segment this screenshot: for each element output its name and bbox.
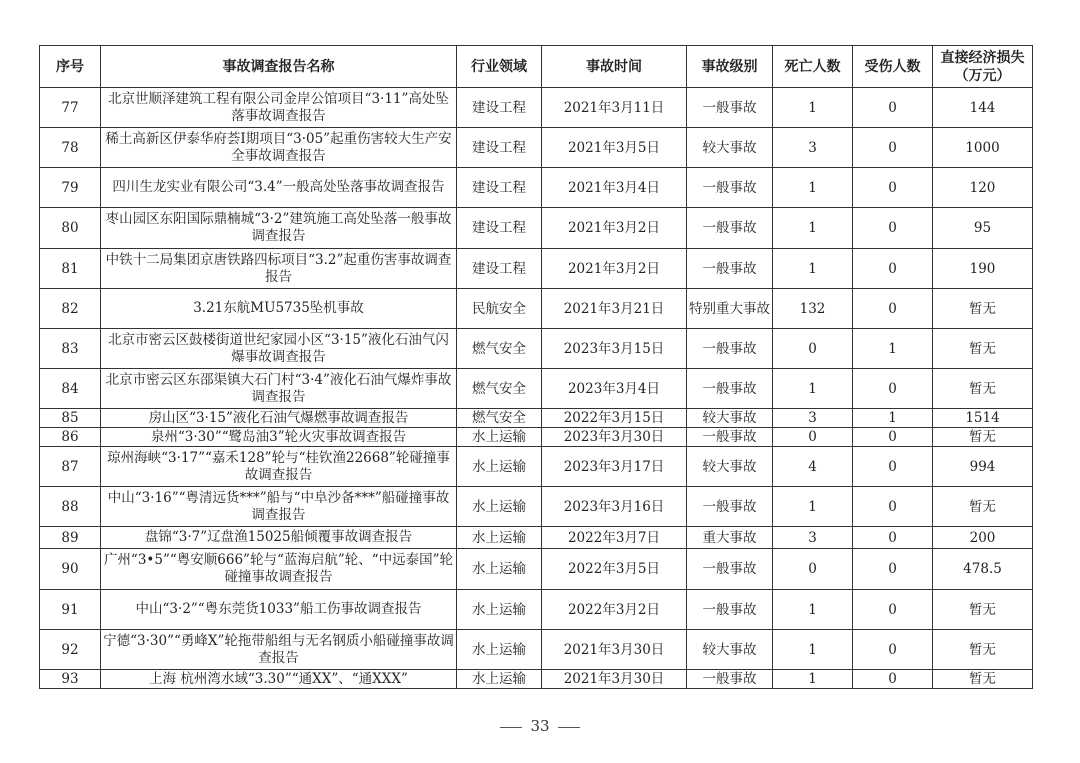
cell-serial-number: 77	[40, 88, 101, 128]
header-accident-level: 事故级别	[687, 46, 773, 88]
cell-deaths: 1	[773, 369, 853, 409]
cell-deaths: 1	[773, 208, 853, 249]
cell-accident-level: 一般事故	[687, 208, 773, 249]
cell-accident-level: 一般事故	[687, 549, 773, 590]
cell-economic-loss: 95	[933, 208, 1033, 249]
cell-accident-time: 2021年3月2日	[542, 249, 687, 289]
cell-accident-level: 一般事故	[687, 590, 773, 630]
cell-report-name: 中铁十二局集团京唐铁路四标项目“3.2”起重伤害事故调查报告	[101, 249, 457, 289]
cell-economic-loss: 暂无	[933, 590, 1033, 630]
cell-deaths: 1	[773, 88, 853, 128]
cell-industry-field: 水上运输	[457, 527, 542, 549]
cell-accident-time: 2021年3月30日	[542, 630, 687, 670]
table-row	[40, 487, 1033, 527]
cell-accident-level: 一般事故	[687, 487, 773, 527]
cell-injured: 0	[853, 527, 933, 549]
header-accident-time: 事故时间	[542, 46, 687, 88]
cell-accident-time: 2022年3月7日	[542, 527, 687, 549]
cell-report-name: 3.21东航MU5735坠机事故	[101, 289, 457, 329]
cell-accident-level: 一般事故	[687, 88, 773, 128]
cell-injured: 0	[853, 590, 933, 630]
cell-deaths: 4	[773, 447, 853, 487]
table-row	[40, 428, 1033, 447]
cell-economic-loss: 120	[933, 168, 1033, 208]
cell-report-name: 中山“3·2”“粤东莞货1033”船工伤事故调查报告	[101, 590, 457, 630]
header-deaths: 死亡人数	[773, 46, 853, 88]
cell-injured: 1	[853, 409, 933, 428]
cell-economic-loss: 1514	[933, 409, 1033, 428]
table-row	[40, 549, 1033, 590]
table-row	[40, 208, 1033, 249]
table-row	[40, 590, 1033, 630]
cell-report-name: 房山区“3·15”液化石油气爆燃事故调查报告	[101, 409, 457, 428]
cell-report-name: 盘锦“3·7”辽盘渔15025船倾覆事故调查报告	[101, 527, 457, 549]
cell-report-name: 广州“3•5”“粤安顺666”轮与“蓝海启航”轮、“中远泰国”轮碰撞事故调查报告	[101, 549, 457, 590]
table-row	[40, 289, 1033, 329]
cell-injured: 0	[853, 88, 933, 128]
cell-deaths: 3	[773, 527, 853, 549]
cell-accident-level: 重大事故	[687, 527, 773, 549]
cell-deaths: 0	[773, 549, 853, 590]
cell-economic-loss: 暂无	[933, 369, 1033, 409]
cell-economic-loss: 暂无	[933, 428, 1033, 447]
table-header-row	[40, 46, 1033, 88]
cell-serial-number: 81	[40, 249, 101, 289]
cell-serial-number: 84	[40, 369, 101, 409]
cell-accident-level: 一般事故	[687, 369, 773, 409]
cell-industry-field: 水上运输	[457, 590, 542, 630]
cell-injured: 0	[853, 249, 933, 289]
header-injured: 受伤人数	[853, 46, 933, 88]
cell-injured: 0	[853, 369, 933, 409]
accident-report-table	[39, 45, 1033, 689]
table-row	[40, 369, 1033, 409]
cell-industry-field: 建设工程	[457, 88, 542, 128]
cell-report-name: 泉州“3·30”“鹭岛油3”轮火灾事故调查报告	[101, 428, 457, 447]
cell-industry-field: 水上运输	[457, 428, 542, 447]
cell-economic-loss: 190	[933, 249, 1033, 289]
cell-deaths: 1	[773, 630, 853, 670]
cell-economic-loss: 暂无	[933, 630, 1033, 670]
cell-report-name: 上海 杭州湾水域“3.30”“通XX”、“通XXX”	[101, 670, 457, 689]
cell-serial-number: 93	[40, 670, 101, 689]
cell-accident-time: 2021年3月30日	[542, 670, 687, 689]
cell-serial-number: 87	[40, 447, 101, 487]
cell-serial-number: 86	[40, 428, 101, 447]
table-row	[40, 329, 1033, 369]
cell-accident-time: 2023年3月17日	[542, 447, 687, 487]
cell-report-name: 四川生龙实业有限公司“3.4”一般高处坠落事故调查报告	[101, 168, 457, 208]
cell-economic-loss: 144	[933, 88, 1033, 128]
cell-accident-time: 2023年3月15日	[542, 329, 687, 369]
cell-deaths: 1	[773, 590, 853, 630]
header-economic-loss: 直接经济损失（万元）	[933, 46, 1033, 88]
header-serial-number: 序号	[40, 46, 101, 88]
cell-accident-time: 2021年3月2日	[542, 208, 687, 249]
cell-industry-field: 水上运输	[457, 670, 542, 689]
cell-deaths: 0	[773, 329, 853, 369]
cell-industry-field: 水上运输	[457, 549, 542, 590]
cell-serial-number: 83	[40, 329, 101, 369]
cell-accident-time: 2022年3月15日	[542, 409, 687, 428]
cell-economic-loss: 暂无	[933, 329, 1033, 369]
cell-economic-loss: 暂无	[933, 289, 1033, 329]
table-row	[40, 670, 1033, 689]
cell-serial-number: 80	[40, 208, 101, 249]
cell-report-name: 北京市密云区东邵渠镇大石门村“3·4”液化石油气爆炸事故调查报告	[101, 369, 457, 409]
cell-injured: 0	[853, 168, 933, 208]
table-row	[40, 630, 1033, 670]
cell-injured: 0	[853, 447, 933, 487]
cell-industry-field: 民航安全	[457, 289, 542, 329]
cell-accident-time: 2022年3月2日	[542, 590, 687, 630]
cell-economic-loss: 暂无	[933, 487, 1033, 527]
cell-industry-field: 建设工程	[457, 249, 542, 289]
cell-serial-number: 79	[40, 168, 101, 208]
cell-serial-number: 89	[40, 527, 101, 549]
cell-injured: 0	[853, 670, 933, 689]
cell-industry-field: 燃气安全	[457, 369, 542, 409]
cell-industry-field: 燃气安全	[457, 329, 542, 369]
cell-deaths: 0	[773, 428, 853, 447]
cell-industry-field: 建设工程	[457, 168, 542, 208]
cell-accident-level: 一般事故	[687, 670, 773, 689]
cell-industry-field: 建设工程	[457, 128, 542, 168]
cell-accident-level: 较大事故	[687, 447, 773, 487]
cell-injured: 0	[853, 289, 933, 329]
cell-economic-loss: 1000	[933, 128, 1033, 168]
cell-economic-loss: 478.5	[933, 549, 1033, 590]
cell-economic-loss: 994	[933, 447, 1033, 487]
cell-accident-level: 较大事故	[687, 630, 773, 670]
cell-accident-level: 一般事故	[687, 168, 773, 208]
cell-serial-number: 88	[40, 487, 101, 527]
cell-accident-time: 2021年3月4日	[542, 168, 687, 208]
cell-deaths: 3	[773, 409, 853, 428]
cell-accident-time: 2023年3月4日	[542, 369, 687, 409]
cell-report-name: 北京世顺泽建筑工程有限公司金岸公馆项目“3·11”高处坠落事故调查报告	[101, 88, 457, 128]
cell-deaths: 1	[773, 249, 853, 289]
cell-accident-time: 2023年3月16日	[542, 487, 687, 527]
cell-report-name: 琼州海峡“3·17”“嘉禾128”轮与“桂钦渔22668”轮碰撞事故调查报告	[101, 447, 457, 487]
cell-industry-field: 燃气安全	[457, 409, 542, 428]
cell-deaths: 3	[773, 128, 853, 168]
table-row	[40, 447, 1033, 487]
cell-serial-number: 82	[40, 289, 101, 329]
cell-industry-field: 建设工程	[457, 208, 542, 249]
cell-injured: 0	[853, 128, 933, 168]
cell-accident-level: 一般事故	[687, 329, 773, 369]
cell-injured: 1	[853, 329, 933, 369]
table-row	[40, 527, 1033, 549]
cell-accident-level: 较大事故	[687, 128, 773, 168]
header-report-name: 事故调查报告名称	[101, 46, 457, 88]
footer-dash-right	[558, 727, 580, 728]
table-row	[40, 88, 1033, 128]
table-row	[40, 249, 1033, 289]
cell-injured: 0	[853, 208, 933, 249]
table-body	[40, 88, 1033, 689]
cell-accident-level: 较大事故	[687, 409, 773, 428]
cell-serial-number: 78	[40, 128, 101, 168]
cell-injured: 0	[853, 487, 933, 527]
table-row	[40, 168, 1033, 208]
cell-accident-level: 一般事故	[687, 428, 773, 447]
cell-industry-field: 水上运输	[457, 447, 542, 487]
cell-industry-field: 水上运输	[457, 487, 542, 527]
cell-serial-number: 91	[40, 590, 101, 630]
cell-deaths: 132	[773, 289, 853, 329]
cell-report-name: 宁德“3·30”“勇峰X”轮拖带船组与无名钢质小船碰撞事故调查报告	[101, 630, 457, 670]
cell-accident-time: 2021年3月11日	[542, 88, 687, 128]
cell-report-name: 中山“3·16”“粤清远货***”船与“中阜沙备***”船碰撞事故调查报告	[101, 487, 457, 527]
page-number: 33	[530, 717, 550, 735]
cell-injured: 0	[853, 428, 933, 447]
cell-accident-level: 一般事故	[687, 249, 773, 289]
cell-economic-loss: 暂无	[933, 670, 1033, 689]
cell-accident-time: 2023年3月30日	[542, 428, 687, 447]
cell-accident-level: 特别重大事故	[687, 289, 773, 329]
cell-accident-time: 2021年3月5日	[542, 128, 687, 168]
footer-dash-left	[500, 727, 522, 728]
cell-accident-time: 2021年3月21日	[542, 289, 687, 329]
header-industry-field: 行业领域	[457, 46, 542, 88]
table-row	[40, 128, 1033, 168]
cell-serial-number: 85	[40, 409, 101, 428]
cell-injured: 0	[853, 630, 933, 670]
cell-serial-number: 90	[40, 549, 101, 590]
cell-economic-loss: 200	[933, 527, 1033, 549]
cell-injured: 0	[853, 549, 933, 590]
page-footer	[0, 717, 1080, 735]
cell-report-name: 枣山园区东阳国际鼎楠城“3·2”建筑施工高处坠落一般事故调查报告	[101, 208, 457, 249]
cell-deaths: 1	[773, 670, 853, 689]
table-row	[40, 409, 1033, 428]
cell-industry-field: 水上运输	[457, 630, 542, 670]
cell-serial-number: 92	[40, 630, 101, 670]
cell-accident-time: 2022年3月5日	[542, 549, 687, 590]
cell-report-name: 北京市密云区鼓楼街道世纪家园小区“3·15”液化石油气闪爆事故调查报告	[101, 329, 457, 369]
cell-report-name: 稀土高新区伊泰华府荟Ⅰ期项目“3·05”起重伤害较大生产安全事故调查报告	[101, 128, 457, 168]
cell-deaths: 1	[773, 168, 853, 208]
cell-deaths: 1	[773, 487, 853, 527]
